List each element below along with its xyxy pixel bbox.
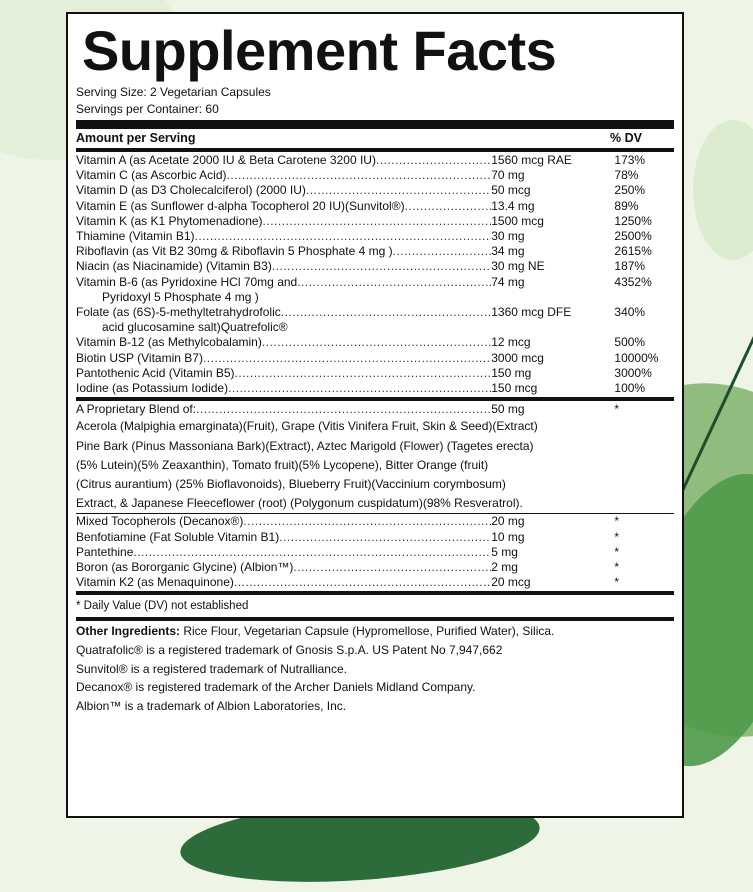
nutrient-name: Vitamin D (as D3 Cholecalciferol) (2000 IU)	[76, 183, 306, 198]
nutrient-name: Biotin USP (Vitamin B7)	[76, 350, 203, 365]
nutrient-amount: 13.4 mg	[491, 198, 535, 213]
nutrient-row	[76, 214, 674, 229]
nutrient-name: Benfotiamine (Fat Soluble Vitamin B1)	[76, 529, 280, 544]
nutrient-dv: 3000%	[614, 365, 652, 380]
nutrient-name: Iodine (as Potassium Iodide)	[76, 381, 229, 396]
background-leaf	[693, 120, 753, 260]
panel-title: Supplement Facts	[82, 19, 557, 82]
trademark-notes	[76, 641, 674, 715]
nutrient-amount: 12 mcg	[491, 335, 531, 350]
blend-row	[76, 402, 674, 417]
nutrient-name: Vitamin E (as Sunflower d-alpha Tocopherol 20 IU)(Sunvitol®)	[76, 198, 405, 213]
blend-ingredients	[76, 417, 674, 513]
nutrient-name: Vitamin A (as Acetate 2000 IU & Beta Carotene 3200 IU)	[76, 153, 376, 167]
nutrient-amount: 20 mg	[491, 514, 525, 529]
nutrient-row	[76, 366, 674, 381]
other-nutrient-list	[76, 514, 674, 590]
nutrient-amount: 34 mg	[491, 244, 525, 259]
other-ingredients-text: Rice Flour, Vegetarian Capsule (Hypromellose, Purified Water), Silica.	[180, 624, 555, 639]
nutrient-name: Boron (as Bororganic Glycine) (Albion™)	[76, 560, 294, 575]
nutrient-dv: 4352%	[614, 274, 652, 289]
nutrient-name: Folate (as (6S)-5-methyltetrahydrofolic	[76, 305, 281, 320]
nutrient-name: Vitamin B-12 (as Methylcobalamin)	[76, 335, 262, 350]
nutrient-row	[76, 244, 674, 259]
nutrient-name-continued: Pyridoxyl 5 Phosphate 4 mg )	[102, 289, 259, 304]
nutrient-dv: *	[614, 575, 620, 590]
nutrient-list	[76, 153, 674, 396]
amount-header: Amount per Serving	[76, 131, 196, 145]
nutrient-dv: 2615%	[614, 244, 652, 259]
nutrient-amount: 10 mg	[491, 529, 525, 544]
supplement-facts-panel	[66, 12, 684, 818]
blend-line: Acerola (Malpighia emarginata)(Fruit), Grape (Vitis Vinifera Fruit, Skin & Seed)(Extract)	[76, 419, 538, 434]
nutrient-dv: 89%	[614, 198, 639, 213]
nutrient-name: Vitamin K2 (as Menaquinone)	[76, 575, 234, 590]
serving-size: Serving Size: 2 Vegetarian Capsules	[76, 85, 271, 99]
nutrient-name: Riboflavin (as Vit B2 30mg & Riboflavin 5 Phosphate 4 mg )	[76, 244, 393, 259]
nutrient-name: Thiamine (Vitamin B1)	[76, 229, 195, 244]
divider-thick	[76, 120, 674, 129]
nutrient-amount: 5 mg	[491, 544, 518, 559]
nutrient-amount: 30 mg NE	[491, 259, 545, 274]
nutrient-row	[76, 183, 674, 198]
nutrient-dv: 173%	[614, 153, 646, 167]
nutrient-dv: 340%	[614, 305, 646, 320]
nutrient-dv: 500%	[614, 335, 646, 350]
other-ingredients	[76, 622, 674, 641]
nutrient-name: Vitamin K (as K1 Phytomenadione)	[76, 213, 263, 228]
nutrient-amount: 50 mcg	[491, 183, 531, 198]
trademark-line: Quatrafolic® is a registered trademark of Gnosis S.p.A. US Patent No 7,947,662	[76, 643, 503, 658]
nutrient-name: Vitamin C (as Ascorbic Acid)	[76, 168, 227, 183]
nutrient-amount: 3000 mcg	[491, 350, 544, 365]
trademark-line: Sunvitol® is a registered trademark of Nutralliance.	[76, 661, 347, 676]
nutrient-amount: 1360 mcg DFE	[491, 305, 572, 320]
blend-amount: 50 mg	[491, 402, 525, 417]
divider-medium	[76, 617, 674, 621]
blend-line: (Citrus aurantium) (25% Bioflavonoids), Blueberry Fruit)(Vaccinium corymbosum)	[76, 477, 506, 492]
nutrient-row	[76, 229, 674, 244]
blend-line: Extract, & Japanese Fleeceflower (root) (Polygonum cuspidatum)(98% Resveratrol).	[76, 496, 523, 511]
dv-footnote: * Daily Value (DV) not established	[76, 600, 249, 613]
nutrient-name: Vitamin B-6 (as Pyridoxine HCl 70mg and	[76, 274, 298, 289]
nutrient-amount: 30 mg	[491, 229, 525, 244]
nutrient-dv: *	[614, 529, 620, 544]
blend-line: Pine Bark (Pinus Massoniana Bark)(Extract), Aztec Marigold (Flower) (Tagetes erecta)	[76, 438, 534, 453]
nutrient-row	[76, 530, 674, 545]
nutrient-row	[76, 153, 674, 168]
trademark-line: Decanox® is registered trademark of the Archer Daniels Midland Company.	[76, 680, 476, 695]
nutrient-dv: *	[614, 514, 620, 529]
nutrient-row	[76, 275, 674, 290]
nutrient-row	[76, 351, 674, 366]
nutrient-row	[76, 381, 674, 396]
nutrient-row	[76, 514, 674, 529]
nutrient-amount: 20 mcg	[491, 575, 531, 590]
nutrient-row	[76, 199, 674, 214]
dv-header: % DV	[610, 131, 642, 145]
nutrient-row	[76, 560, 674, 575]
nutrient-name-continued: acid glucosamine salt)Quatrefolic®	[102, 320, 288, 335]
nutrient-dv: *	[614, 544, 620, 559]
nutrient-amount: 150 mcg	[491, 381, 538, 396]
nutrient-row-continuation	[76, 290, 674, 305]
nutrient-row-continuation	[76, 320, 674, 335]
nutrient-amount: 1500 mcg	[491, 213, 544, 228]
nutrient-dv: 2500%	[614, 229, 652, 244]
nutrient-row	[76, 305, 674, 320]
nutrient-amount: 150 mg	[491, 365, 532, 380]
blend-line: (5% Lutein)(5% Zeaxanthin), Tomato fruit)(5% Lycopene), Bitter Orange (fruit)	[76, 457, 489, 472]
nutrient-dv: 10000%	[614, 350, 659, 365]
servings-per-container: Servings per Container: 60	[76, 102, 219, 116]
nutrient-dv: 250%	[614, 183, 646, 198]
divider-medium	[76, 148, 674, 152]
nutrient-dv: 100%	[614, 381, 646, 396]
nutrient-row	[76, 545, 674, 560]
nutrient-row	[76, 335, 674, 350]
nutrient-row	[76, 575, 674, 590]
nutrient-name: Mixed Tocopherols (Decanox®)	[76, 514, 244, 529]
nutrient-dv: 187%	[614, 259, 646, 274]
nutrient-amount: 1560 mcg RAE	[491, 153, 572, 167]
nutrient-dv: 1250%	[614, 213, 652, 228]
nutrient-amount: 74 mg	[491, 274, 525, 289]
trademark-line: Albion™ is a trademark of Albion Laboratories, Inc.	[76, 698, 347, 713]
other-ingredients-label: Other Ingredients:	[76, 624, 181, 639]
blend-name: A Proprietary Blend of:	[76, 402, 197, 417]
nutrient-amount: 70 mg	[491, 168, 525, 183]
nutrient-dv: 78%	[614, 168, 639, 183]
divider-medium	[76, 591, 674, 595]
nutrient-name: Niacin (as Niacinamide) (Vitamin B3)	[76, 259, 272, 274]
nutrient-name: Pantethine	[76, 544, 134, 559]
blend-dv: *	[614, 402, 620, 417]
nutrient-row	[76, 168, 674, 183]
divider-medium	[76, 397, 674, 401]
nutrient-name: Pantothenic Acid (Vitamin B5)	[76, 365, 235, 380]
nutrient-row	[76, 259, 674, 274]
nutrient-dv: *	[614, 560, 620, 575]
table-header	[76, 129, 674, 147]
nutrient-amount: 2 mg	[491, 560, 518, 575]
